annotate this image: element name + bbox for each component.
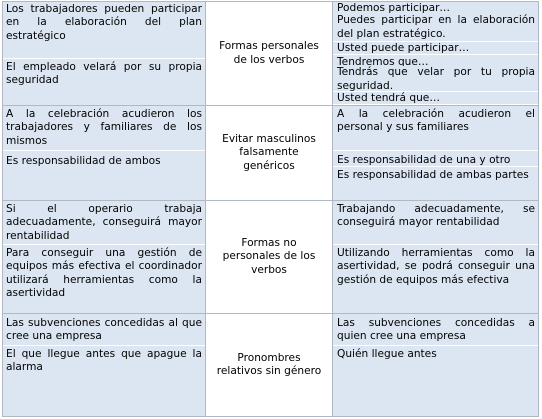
row-2-category — [205, 106, 332, 201]
row-2-category-label: Evitar masculinos falsamente genéricos — [222, 132, 316, 172]
row-4-left — [2, 314, 205, 417]
row-1-right-item-7 — [333, 104, 538, 105]
row-3-right-item-1: Trabajando adecuadamente, se conseguirá mayor rentabilidad — [333, 201, 538, 244]
row-4-left-item-2: El que llegue antes que apague la alarma — [3, 345, 205, 416]
comparison-table — [2, 1, 539, 417]
row-2-right-item-1: A la celebración acudieron el personal y sus familiares — [333, 106, 538, 150]
row-1-category-label: Formas personales de los verbos — [219, 40, 319, 66]
row-4-right — [332, 314, 539, 417]
row-1-left-item-1: Los trabajadores pueden participar en la elaboración del plan estratégico — [3, 2, 205, 58]
row-2-right-item-2: Es responsabilidad de una y otro — [333, 150, 538, 166]
row-4-right-item-1: Las subvenciones concedidas a quien cree una empresa — [333, 314, 538, 345]
row-1-category — [205, 1, 332, 106]
row-3-category — [205, 201, 332, 314]
row-4-category-label: Pronombres relativos sin género — [216, 351, 322, 377]
row-2-left — [2, 106, 205, 201]
row-3-right-item-2: Utilizando herramientas como la asertividad, se podrá conseguir una gestión de equipos más efectiva — [333, 244, 538, 313]
row-2-left-item-1: A la celebración acudieron los trabajadores y familiares de los mismos — [3, 106, 205, 150]
row-4-right-item-2: Quién llegue antes — [333, 345, 538, 416]
row-1-right-item-4: Tendremos que… — [333, 54, 538, 67]
row-3-left — [2, 201, 205, 314]
row-3-left-item-1: Si el operario trabaja adecuadamente, conseguirá mayor rentabilidad — [3, 201, 205, 244]
row-1-right — [332, 1, 539, 106]
row-4-left-item-1: Las subvenciones concedidas al que cree una empresa — [3, 314, 205, 345]
row-1-right-item-1: Podemos participar… — [333, 2, 538, 14]
row-4-category — [205, 314, 332, 417]
row-1-right-item-5: Tendrás que velar por tu propia seguridad. — [333, 66, 538, 91]
row-2-left-item-2: Es responsabilidad de ambos — [3, 150, 205, 200]
row-1-right-item-2: Puedes participar en la elaboración del plan estratégico. — [333, 14, 538, 41]
row-1-left — [2, 1, 205, 106]
row-1-right-item-3: Usted puede participar… — [333, 41, 538, 54]
row-2-right-item-3: Es responsabilidad de ambas partes — [333, 166, 538, 200]
row-3-left-item-2: Para conseguir una gestión de equipos más efectiva el coordinador utilizará herramientas como la asertividad — [3, 244, 205, 313]
row-1-right-item-6: Usted tendrá que… — [333, 91, 538, 104]
row-3-right — [332, 201, 539, 314]
row-2-right — [332, 106, 539, 201]
row-3-category-label: Formas no personales de los verbos — [222, 236, 316, 276]
row-1-left-item-2: El empleado velará por su propia seguridad — [3, 58, 205, 105]
